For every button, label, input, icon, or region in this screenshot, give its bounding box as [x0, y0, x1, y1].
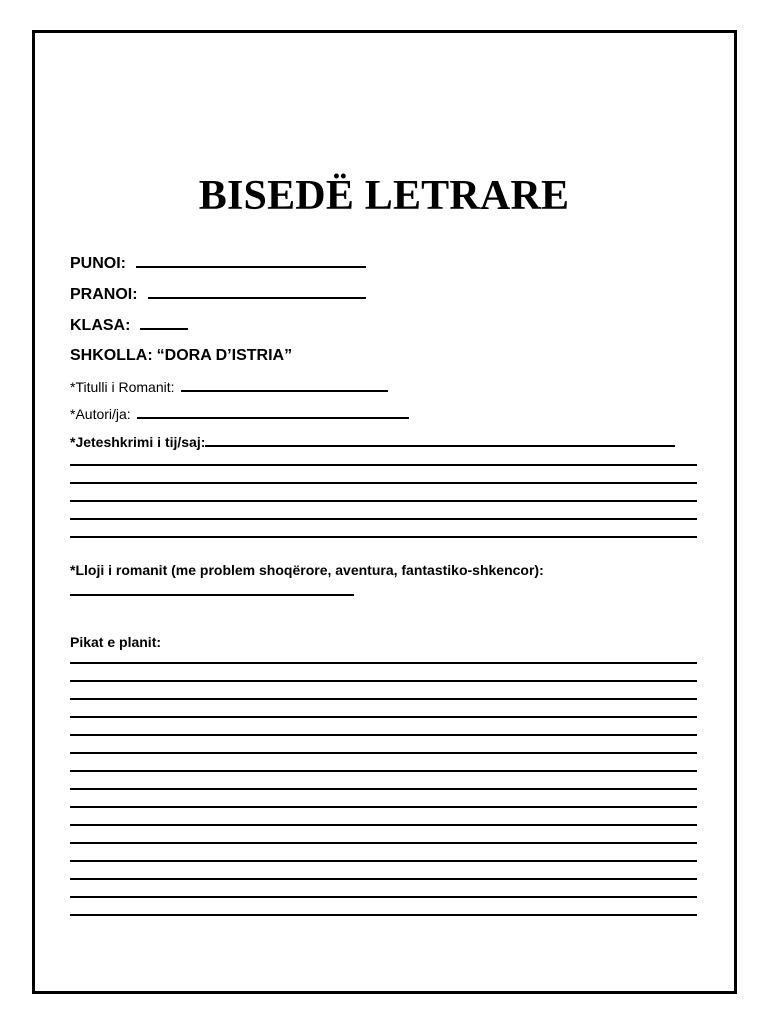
klasa-label: KLASA: — [70, 317, 131, 334]
pikat-question — [70, 634, 161, 650]
lloji-label: *Lloji i romanit (me problem shoqërore, aventura, fantastiko-shkencor): — [70, 562, 544, 578]
page-title: BISEDË LETRARE — [198, 173, 570, 219]
shkolla-value: “DORA D’ISTRIA” — [156, 347, 293, 364]
pikat-answer-line[interactable] — [70, 914, 697, 916]
pikat-answer-line[interactable] — [70, 788, 697, 790]
pikat-answer-line[interactable] — [70, 824, 697, 826]
jeteshkrimi-answer-line[interactable] — [70, 536, 697, 538]
pikat-label: Pikat e planit: — [70, 634, 162, 650]
pikat-answer-line[interactable] — [70, 860, 697, 862]
autori-question — [70, 406, 409, 422]
pikat-answer-line[interactable] — [70, 662, 697, 664]
pikat-answer-line[interactable] — [70, 842, 697, 844]
lloji-question — [70, 562, 544, 578]
titulli-question — [70, 379, 388, 395]
punoi-input-line[interactable] — [136, 254, 366, 268]
jeteshkrimi-answer-line[interactable] — [70, 500, 697, 502]
pikat-answer-line[interactable] — [70, 896, 697, 898]
pikat-answer-line[interactable] — [70, 698, 697, 700]
titulli-label: *Titulli i Romanit: — [70, 379, 175, 395]
lloji-answer-line[interactable] — [70, 594, 354, 596]
pikat-answer-line[interactable] — [70, 770, 697, 772]
klasa-field — [70, 316, 188, 335]
pikat-answer-line[interactable] — [70, 680, 697, 682]
jeteshkrimi-answer-line[interactable] — [70, 464, 697, 466]
jeteshkrimi-answer-line[interactable] — [70, 518, 697, 520]
pikat-answer-line[interactable] — [70, 716, 697, 718]
jeteshkrimi-question — [70, 434, 675, 450]
pranoi-field — [70, 285, 366, 304]
shkolla-field — [70, 347, 292, 365]
pikat-answer-line[interactable] — [70, 752, 697, 754]
pranoi-label: PRANOI: — [70, 286, 138, 303]
pranoi-input-line[interactable] — [148, 285, 366, 299]
jeteshkrimi-label: *Jeteshkrimi i tij/saj: — [70, 434, 206, 450]
autori-input-line[interactable] — [137, 406, 409, 419]
punoi-label: PUNOI: — [70, 255, 126, 272]
punoi-field — [70, 254, 366, 273]
pikat-answer-line[interactable] — [70, 734, 697, 736]
titulli-input-line[interactable] — [181, 379, 388, 392]
shkolla-label: SHKOLLA: — [70, 347, 153, 364]
klasa-input-line[interactable] — [140, 316, 188, 330]
jeteshkrimi-answer-line[interactable] — [70, 482, 697, 484]
autori-label: *Autori/ja: — [70, 406, 131, 422]
jeteshkrimi-input-line[interactable] — [205, 434, 675, 447]
pikat-answer-line[interactable] — [70, 878, 697, 880]
pikat-answer-line[interactable] — [70, 806, 697, 808]
